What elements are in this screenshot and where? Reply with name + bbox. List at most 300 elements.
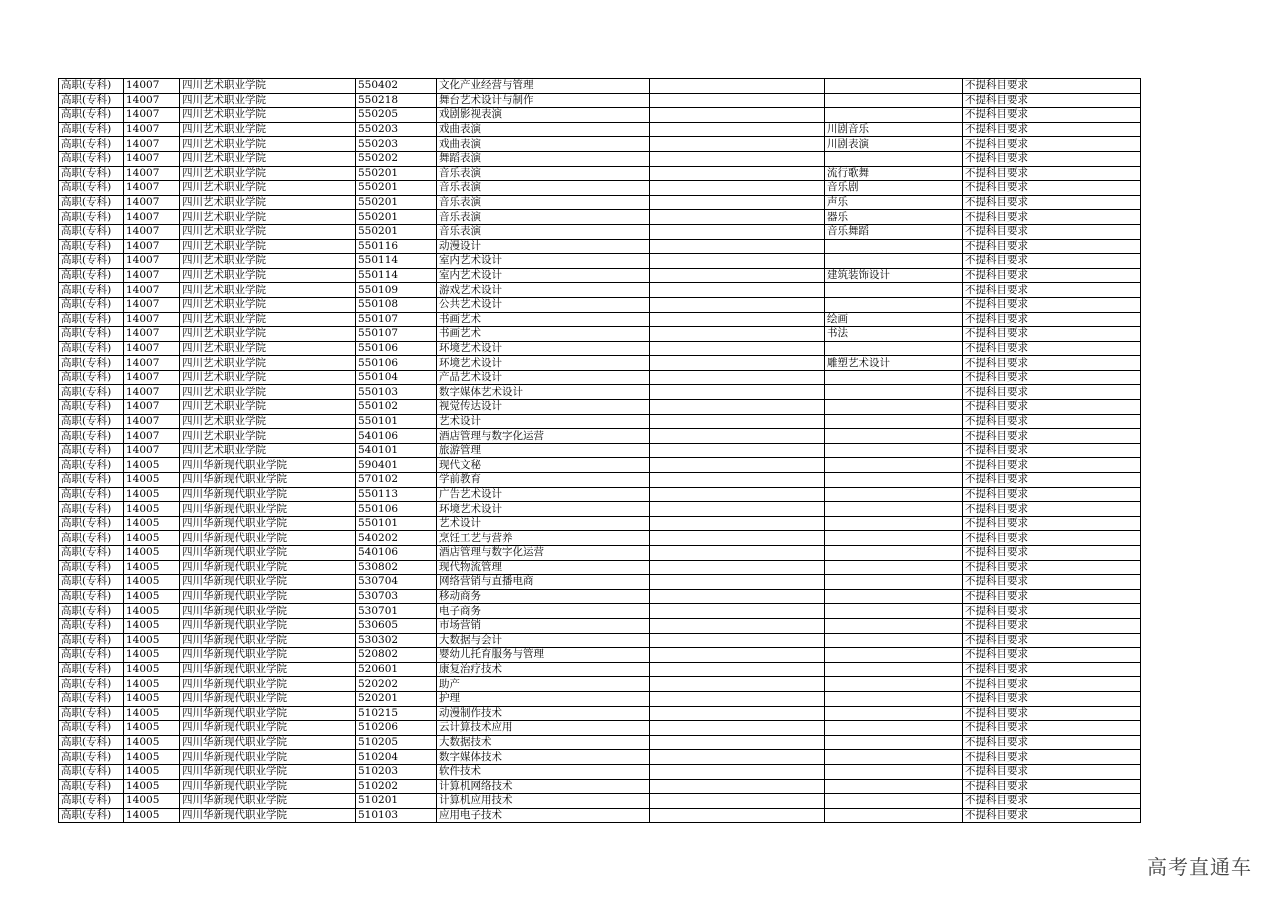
remark-cell [650,750,825,765]
remark-cell [650,502,825,517]
school-name-cell: 四川华新现代职业学院 [180,589,356,604]
subject-requirement-cell: 不提科目要求 [963,224,1141,239]
table-row [59,108,1141,123]
school-name-cell: 四川艺术职业学院 [180,385,356,400]
table-row [59,341,1141,356]
major-code-cell: 510201 [356,794,437,809]
table-row [59,79,1141,94]
remark-cell [650,458,825,473]
level-cell: 高职(专科) [59,531,124,546]
major-name-cell: 应用电子技术 [437,808,650,823]
remark-cell [650,283,825,298]
subject-requirement-cell: 不提科目要求 [963,239,1141,254]
direction-cell [825,443,963,458]
remark-cell [650,546,825,561]
school-code-cell: 14007 [124,181,180,196]
major-code-cell: 550113 [356,487,437,502]
remark-cell [650,604,825,619]
table-row [59,648,1141,663]
major-code-cell: 540202 [356,531,437,546]
level-cell: 高职(专科) [59,224,124,239]
subject-requirement-cell: 不提科目要求 [963,662,1141,677]
remark-cell [650,195,825,210]
subject-requirement-cell: 不提科目要求 [963,516,1141,531]
subject-requirement-cell: 不提科目要求 [963,633,1141,648]
remark-cell [650,648,825,663]
table-row [59,210,1141,225]
subject-requirement-cell: 不提科目要求 [963,254,1141,269]
direction-cell [825,297,963,312]
school-name-cell: 四川华新现代职业学院 [180,662,356,677]
major-name-cell: 室内艺术设计 [437,268,650,283]
table-row [59,122,1141,137]
direction-cell [825,341,963,356]
direction-cell [825,618,963,633]
school-code-cell: 14007 [124,108,180,123]
remark-cell [650,137,825,152]
school-name-cell: 四川艺术职业学院 [180,93,356,108]
major-name-cell: 大数据技术 [437,735,650,750]
table-body [59,79,1141,823]
level-cell: 高职(专科) [59,648,124,663]
school-code-cell: 14005 [124,779,180,794]
direction-cell [825,677,963,692]
level-cell: 高职(专科) [59,487,124,502]
school-code-cell: 14005 [124,560,180,575]
level-cell: 高职(专科) [59,370,124,385]
direction-cell [825,458,963,473]
school-name-cell: 四川华新现代职业学院 [180,633,356,648]
level-cell: 高职(专科) [59,327,124,342]
level-cell: 高职(专科) [59,677,124,692]
remark-cell [650,356,825,371]
major-code-cell: 550102 [356,400,437,415]
subject-requirement-cell: 不提科目要求 [963,297,1141,312]
major-code-cell: 510204 [356,750,437,765]
table-row [59,195,1141,210]
school-name-cell: 四川艺术职业学院 [180,79,356,94]
major-code-cell: 550205 [356,108,437,123]
table-row [59,677,1141,692]
table-row [59,691,1141,706]
major-code-cell: 520201 [356,691,437,706]
major-code-cell: 550104 [356,370,437,385]
school-name-cell: 四川艺术职业学院 [180,224,356,239]
school-name-cell: 四川艺术职业学院 [180,327,356,342]
remark-cell [650,706,825,721]
table-row [59,166,1141,181]
direction-cell [825,239,963,254]
subject-requirement-cell: 不提科目要求 [963,589,1141,604]
major-name-cell: 婴幼儿托育服务与管理 [437,648,650,663]
school-name-cell: 四川艺术职业学院 [180,151,356,166]
school-code-cell: 14005 [124,794,180,809]
remark-cell [650,779,825,794]
subject-requirement-cell: 不提科目要求 [963,677,1141,692]
direction-cell [825,750,963,765]
direction-cell [825,473,963,488]
direction-cell [825,735,963,750]
remark-cell [650,181,825,196]
major-name-cell: 公共艺术设计 [437,297,650,312]
major-name-cell: 护理 [437,691,650,706]
major-name-cell: 酒店管理与数字化运营 [437,429,650,444]
major-code-cell: 550107 [356,312,437,327]
school-name-cell: 四川华新现代职业学院 [180,750,356,765]
direction-cell [825,385,963,400]
direction-cell [825,414,963,429]
school-name-cell: 四川华新现代职业学院 [180,808,356,823]
table-row [59,458,1141,473]
major-name-cell: 书画艺术 [437,327,650,342]
school-name-cell: 四川艺术职业学院 [180,370,356,385]
level-cell: 高职(专科) [59,589,124,604]
remark-cell [650,560,825,575]
school-name-cell: 四川艺术职业学院 [180,254,356,269]
subject-requirement-cell: 不提科目要求 [963,283,1141,298]
table-row [59,706,1141,721]
subject-requirement-cell: 不提科目要求 [963,429,1141,444]
remark-cell [650,166,825,181]
major-code-cell: 520802 [356,648,437,663]
school-code-cell: 14007 [124,297,180,312]
admission-table [58,78,1141,823]
subject-requirement-cell: 不提科目要求 [963,327,1141,342]
direction-cell [825,429,963,444]
school-name-cell: 四川华新现代职业学院 [180,575,356,590]
school-code-cell: 14007 [124,356,180,371]
school-name-cell: 四川艺术职业学院 [180,122,356,137]
school-code-cell: 14005 [124,764,180,779]
subject-requirement-cell: 不提科目要求 [963,808,1141,823]
subject-requirement-cell: 不提科目要求 [963,458,1141,473]
direction-cell [825,108,963,123]
major-name-cell: 学前教育 [437,473,650,488]
direction-cell: 书法 [825,327,963,342]
school-code-cell: 14007 [124,210,180,225]
subject-requirement-cell: 不提科目要求 [963,210,1141,225]
table-row [59,254,1141,269]
subject-requirement-cell: 不提科目要求 [963,648,1141,663]
table-row [59,268,1141,283]
level-cell: 高职(专科) [59,151,124,166]
direction-cell [825,487,963,502]
major-code-cell: 550201 [356,181,437,196]
major-name-cell: 戏剧影视表演 [437,108,650,123]
school-name-cell: 四川华新现代职业学院 [180,560,356,575]
direction-cell [825,93,963,108]
major-code-cell: 570102 [356,473,437,488]
direction-cell [825,546,963,561]
direction-cell [825,151,963,166]
major-name-cell: 电子商务 [437,604,650,619]
level-cell: 高职(专科) [59,735,124,750]
level-cell: 高职(专科) [59,575,124,590]
major-code-cell: 550106 [356,502,437,517]
subject-requirement-cell: 不提科目要求 [963,108,1141,123]
school-code-cell: 14005 [124,648,180,663]
school-name-cell: 四川艺术职业学院 [180,297,356,312]
remark-cell [650,618,825,633]
major-name-cell: 音乐表演 [437,210,650,225]
school-code-cell: 14005 [124,618,180,633]
school-name-cell: 四川艺术职业学院 [180,195,356,210]
school-name-cell: 四川华新现代职业学院 [180,473,356,488]
level-cell: 高职(专科) [59,341,124,356]
table-row [59,779,1141,794]
table-row [59,618,1141,633]
table-row [59,93,1141,108]
level-cell: 高职(专科) [59,808,124,823]
direction-cell [825,764,963,779]
subject-requirement-cell: 不提科目要求 [963,531,1141,546]
level-cell: 高职(专科) [59,283,124,298]
remark-cell [650,370,825,385]
direction-cell: 流行歌舞 [825,166,963,181]
major-code-cell: 550114 [356,268,437,283]
table-row [59,239,1141,254]
major-code-cell: 510206 [356,721,437,736]
level-cell: 高职(专科) [59,794,124,809]
level-cell: 高职(专科) [59,254,124,269]
subject-requirement-cell: 不提科目要求 [963,560,1141,575]
major-code-cell: 550109 [356,283,437,298]
major-code-cell: 510203 [356,764,437,779]
school-code-cell: 14007 [124,137,180,152]
school-code-cell: 14005 [124,808,180,823]
remark-cell [650,531,825,546]
remark-cell [650,443,825,458]
direction-cell [825,604,963,619]
level-cell: 高职(专科) [59,502,124,517]
major-name-cell: 烹饪工艺与营养 [437,531,650,546]
school-code-cell: 14005 [124,502,180,517]
subject-requirement-cell: 不提科目要求 [963,312,1141,327]
remark-cell [650,400,825,415]
table-row [59,735,1141,750]
major-name-cell: 动漫设计 [437,239,650,254]
major-name-cell: 现代文秘 [437,458,650,473]
remark-cell [650,414,825,429]
school-code-cell: 14007 [124,195,180,210]
major-name-cell: 室内艺术设计 [437,254,650,269]
subject-requirement-cell: 不提科目要求 [963,502,1141,517]
table-row [59,721,1141,736]
subject-requirement-cell: 不提科目要求 [963,750,1141,765]
school-name-cell: 四川华新现代职业学院 [180,706,356,721]
direction-cell [825,516,963,531]
major-name-cell: 移动商务 [437,589,650,604]
table-row [59,297,1141,312]
level-cell: 高职(专科) [59,779,124,794]
major-code-cell: 510205 [356,735,437,750]
school-name-cell: 四川华新现代职业学院 [180,458,356,473]
major-name-cell: 助产 [437,677,650,692]
major-name-cell: 云计算技术应用 [437,721,650,736]
school-name-cell: 四川华新现代职业学院 [180,487,356,502]
table-row [59,662,1141,677]
school-code-cell: 14005 [124,721,180,736]
major-name-cell: 计算机网络技术 [437,779,650,794]
major-code-cell: 540101 [356,443,437,458]
table-row [59,414,1141,429]
school-code-cell: 14007 [124,239,180,254]
school-name-cell: 四川华新现代职业学院 [180,604,356,619]
school-code-cell: 14005 [124,604,180,619]
major-code-cell: 550201 [356,210,437,225]
major-name-cell: 计算机应用技术 [437,794,650,809]
school-name-cell: 四川艺术职业学院 [180,356,356,371]
table-row [59,429,1141,444]
major-name-cell: 音乐表演 [437,181,650,196]
subject-requirement-cell: 不提科目要求 [963,764,1141,779]
subject-requirement-cell: 不提科目要求 [963,341,1141,356]
major-code-cell: 550114 [356,254,437,269]
major-code-cell: 510103 [356,808,437,823]
level-cell: 高职(专科) [59,662,124,677]
subject-requirement-cell: 不提科目要求 [963,195,1141,210]
major-name-cell: 旅游管理 [437,443,650,458]
remark-cell [650,662,825,677]
school-code-cell: 14005 [124,677,180,692]
remark-cell [650,516,825,531]
direction-cell: 雕塑艺术设计 [825,356,963,371]
remark-cell [650,473,825,488]
table-row [59,604,1141,619]
direction-cell [825,808,963,823]
level-cell: 高职(专科) [59,443,124,458]
major-code-cell: 530302 [356,633,437,648]
school-code-cell: 14005 [124,691,180,706]
major-code-cell: 550201 [356,195,437,210]
level-cell: 高职(专科) [59,239,124,254]
school-code-cell: 14005 [124,662,180,677]
table-row [59,560,1141,575]
major-name-cell: 视觉传达设计 [437,400,650,415]
school-code-cell: 14007 [124,429,180,444]
level-cell: 高职(专科) [59,195,124,210]
direction-cell: 绘画 [825,312,963,327]
school-code-cell: 14007 [124,341,180,356]
direction-cell [825,662,963,677]
major-name-cell: 大数据与会计 [437,633,650,648]
major-name-cell: 酒店管理与数字化运营 [437,546,650,561]
school-code-cell: 14007 [124,312,180,327]
table-row [59,356,1141,371]
school-name-cell: 四川华新现代职业学院 [180,677,356,692]
school-name-cell: 四川艺术职业学院 [180,341,356,356]
direction-cell [825,589,963,604]
direction-cell: 川剧表演 [825,137,963,152]
subject-requirement-cell: 不提科目要求 [963,166,1141,181]
school-name-cell: 四川艺术职业学院 [180,181,356,196]
remark-cell [650,808,825,823]
school-code-cell: 14007 [124,79,180,94]
subject-requirement-cell: 不提科目要求 [963,268,1141,283]
level-cell: 高职(专科) [59,312,124,327]
remark-cell [650,691,825,706]
table-row [59,181,1141,196]
subject-requirement-cell: 不提科目要求 [963,370,1141,385]
major-name-cell: 艺术设计 [437,414,650,429]
remark-cell [650,341,825,356]
school-code-cell: 14005 [124,706,180,721]
major-code-cell: 550202 [356,151,437,166]
major-code-cell: 510215 [356,706,437,721]
subject-requirement-cell: 不提科目要求 [963,181,1141,196]
major-code-cell: 530802 [356,560,437,575]
level-cell: 高职(专科) [59,166,124,181]
major-name-cell: 环境艺术设计 [437,502,650,517]
major-name-cell: 数字媒体艺术设计 [437,385,650,400]
subject-requirement-cell: 不提科目要求 [963,691,1141,706]
table-row [59,151,1141,166]
major-name-cell: 现代物流管理 [437,560,650,575]
school-code-cell: 14005 [124,633,180,648]
major-name-cell: 数字媒体技术 [437,750,650,765]
school-code-cell: 14007 [124,327,180,342]
subject-requirement-cell: 不提科目要求 [963,794,1141,809]
subject-requirement-cell: 不提科目要求 [963,122,1141,137]
direction-cell [825,721,963,736]
remark-cell [650,764,825,779]
school-name-cell: 四川华新现代职业学院 [180,794,356,809]
major-code-cell: 590401 [356,458,437,473]
table-row [59,502,1141,517]
school-name-cell: 四川艺术职业学院 [180,268,356,283]
subject-requirement-cell: 不提科目要求 [963,735,1141,750]
direction-cell [825,560,963,575]
major-name-cell: 文化产业经营与管理 [437,79,650,94]
school-name-cell: 四川华新现代职业学院 [180,764,356,779]
major-code-cell: 530605 [356,618,437,633]
school-code-cell: 14005 [124,750,180,765]
major-code-cell: 550107 [356,327,437,342]
major-name-cell: 书画艺术 [437,312,650,327]
major-name-cell: 舞蹈表演 [437,151,650,166]
school-code-cell: 14007 [124,224,180,239]
remark-cell [650,268,825,283]
level-cell: 高职(专科) [59,516,124,531]
school-code-cell: 14007 [124,370,180,385]
level-cell: 高职(专科) [59,473,124,488]
table-row [59,400,1141,415]
school-code-cell: 14007 [124,443,180,458]
school-code-cell: 14005 [124,458,180,473]
direction-cell [825,779,963,794]
table-row [59,385,1141,400]
subject-requirement-cell: 不提科目要求 [963,385,1141,400]
level-cell: 高职(专科) [59,181,124,196]
remark-cell [650,794,825,809]
subject-requirement-cell: 不提科目要求 [963,721,1141,736]
direction-cell [825,254,963,269]
major-code-cell: 550201 [356,166,437,181]
major-name-cell: 市场营销 [437,618,650,633]
school-code-cell: 14005 [124,473,180,488]
major-code-cell: 520202 [356,677,437,692]
direction-cell [825,691,963,706]
table-row [59,589,1141,604]
table-row [59,443,1141,458]
major-code-cell: 540106 [356,546,437,561]
direction-cell [825,79,963,94]
major-code-cell: 550218 [356,93,437,108]
table-row [59,633,1141,648]
level-cell: 高职(专科) [59,414,124,429]
direction-cell [825,400,963,415]
level-cell: 高职(专科) [59,122,124,137]
